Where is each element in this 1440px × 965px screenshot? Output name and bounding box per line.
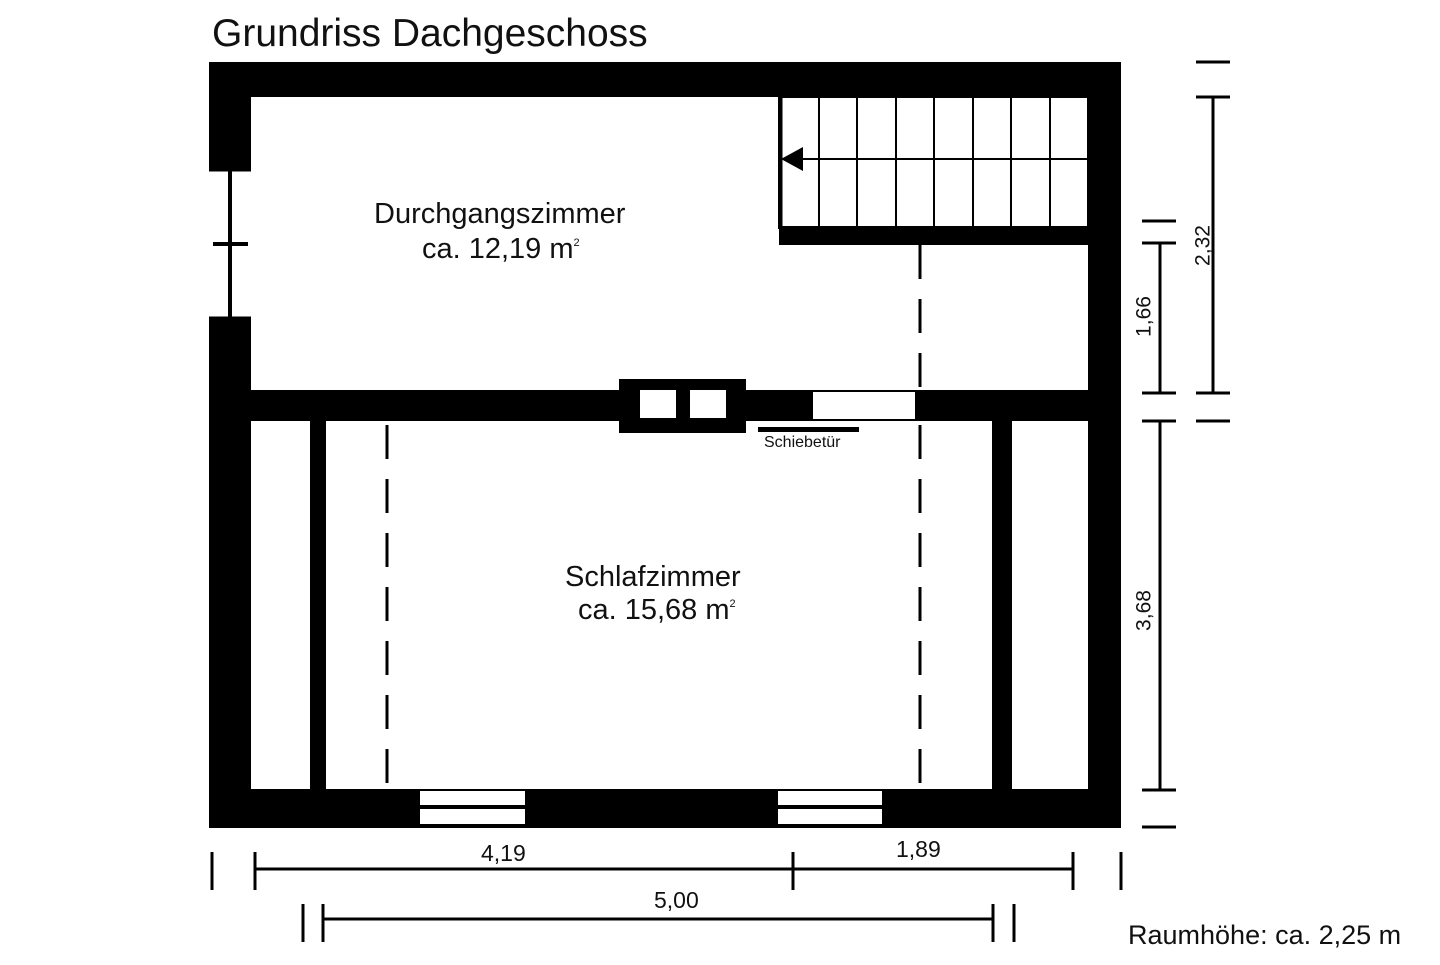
wall-bottom bbox=[209, 789, 1121, 828]
room-area-value: ca. 15,68 m bbox=[578, 594, 730, 626]
dimension-label-right-lower: 3,68 bbox=[1132, 590, 1156, 631]
chimney bbox=[619, 379, 746, 433]
dimension-label-bottom-left: 4,19 bbox=[481, 840, 526, 866]
middle-wall bbox=[251, 379, 1088, 433]
room-area-value: ca. 12,19 m bbox=[422, 233, 574, 265]
sliding-door-opening bbox=[813, 390, 915, 421]
room-area-exponent: 2 bbox=[729, 598, 736, 610]
window-bottom-right bbox=[778, 791, 882, 824]
room-name-durchgangszimmer: Durchgangszimmer bbox=[374, 198, 626, 230]
sliding-door-panel bbox=[758, 427, 859, 432]
wall-right bbox=[1088, 62, 1121, 828]
room-name-schlafzimmer: Schlafzimmer bbox=[565, 561, 741, 593]
window-left bbox=[209, 170, 251, 318]
dimension-label-bottom-total: 5,00 bbox=[654, 887, 699, 913]
room-area-durchgangszimmer bbox=[422, 235, 580, 264]
staircase bbox=[779, 97, 1088, 245]
dimension-lines-right bbox=[1142, 62, 1230, 827]
stair-wall bbox=[779, 226, 1088, 245]
room-area-exponent: 2 bbox=[573, 237, 580, 249]
window-bottom-left bbox=[420, 791, 525, 824]
dimension-label-right-upper-outer: 2,32 bbox=[1191, 225, 1215, 266]
plan-title: Grundriss Dachgeschoss bbox=[212, 12, 648, 55]
room-area-schlafzimmer bbox=[578, 596, 736, 625]
room-height-note: Raumhöhe: ca. 2,25 m bbox=[1128, 920, 1402, 950]
sliding-door-label: Schiebetür bbox=[764, 434, 841, 451]
dimension-label-bottom-right: 1,89 bbox=[896, 836, 941, 862]
slope-lines bbox=[387, 245, 920, 785]
dimension-label-right-upper-inner: 1,66 bbox=[1132, 296, 1156, 337]
wall-top bbox=[209, 62, 1121, 97]
